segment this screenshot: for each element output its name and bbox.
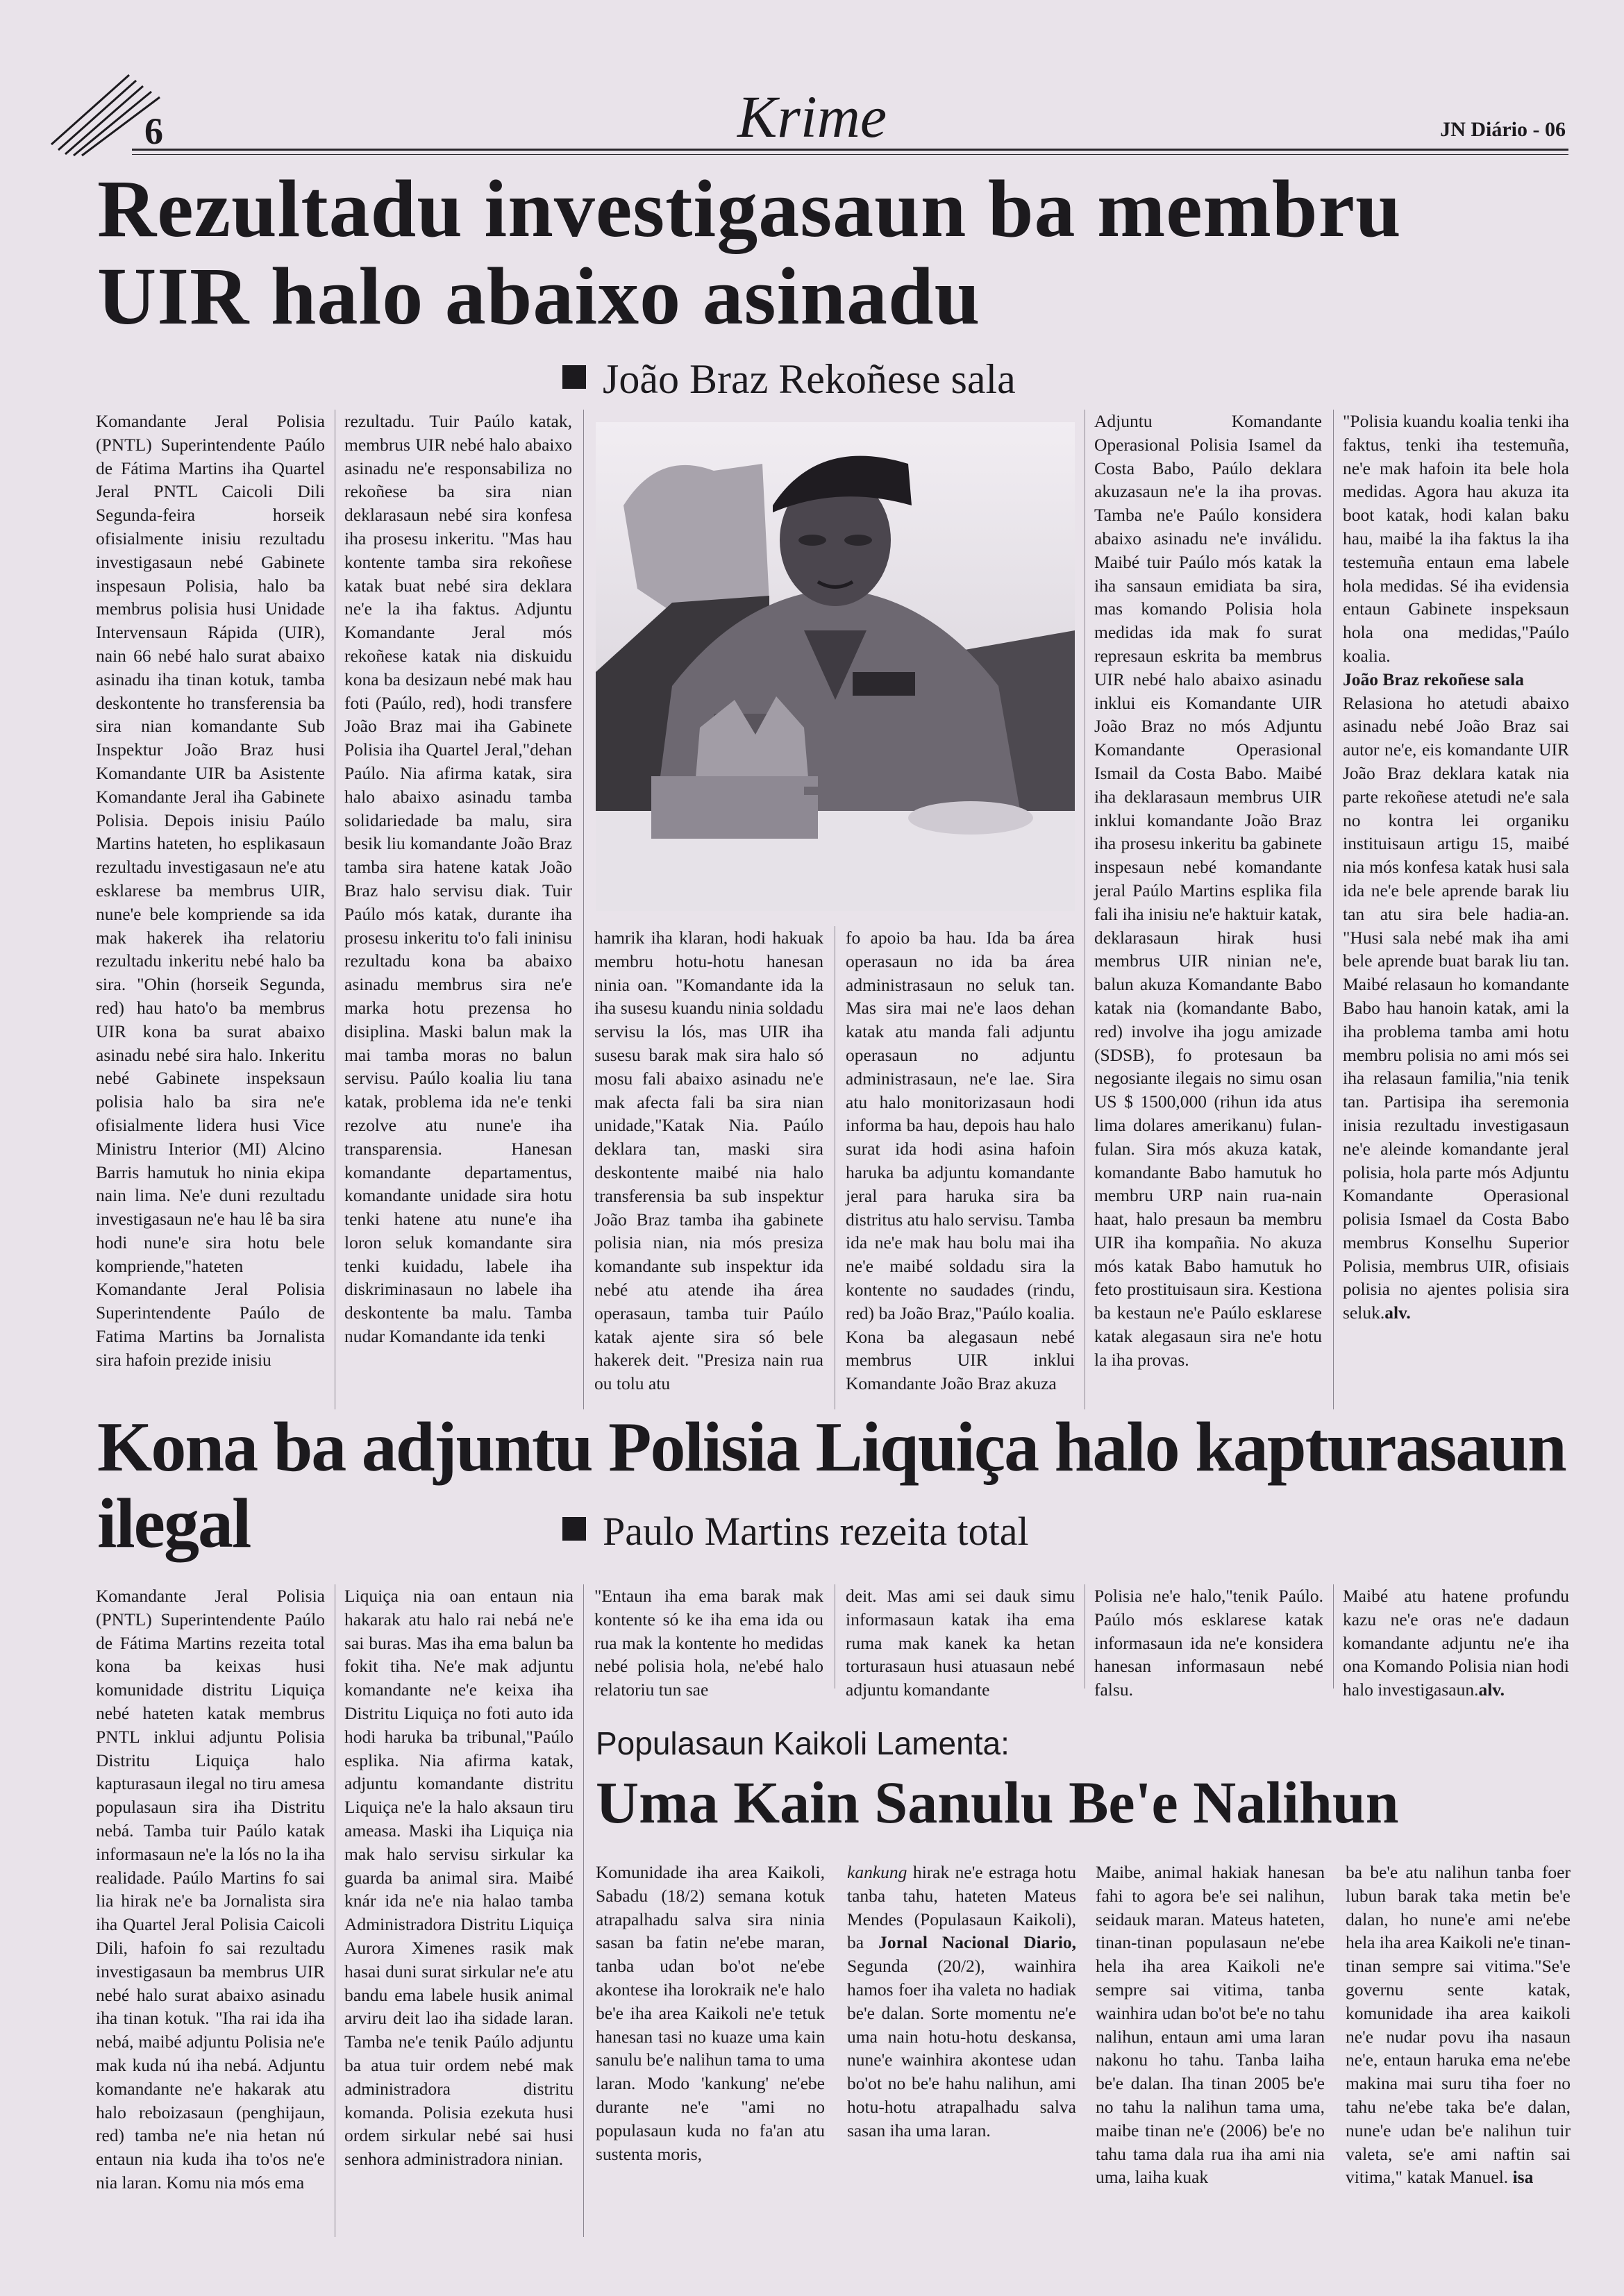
header-rule-thin bbox=[132, 154, 1568, 155]
article1-column-1: Komandante Jeral Polisia (PNTL) Superintendente Paúlo de Fátima Martins iha Quartel Jeral PNTL Caicoli Dili Segunda-feira horseik ofisialmente inisiu rezultadu investigasaun nebé Gabinete inspesaun Polisia, halo ba membrus polisia husi Unidade Intervensaun Rápida (UIR), nain 66 nebé halo surat abaixo asinadu iha tinan kotuk, tamba deskontente ho transferensia ba sira nian komandante Sub Inspektur João Braz husi Komandante UIR ba Asistente Komandante Jeral iha Gabinete Polisia. Depois inisiu Paúlo Martins hateten, ho esplikasaun rezultadu investigasaun ne'e atu esklarese ba membrus UIR, nune'e bele kompriende sa ida mak hakerek iha relatoriu rezultadu inkeritu nebé halo ba sira. "Ohin (horseik Segunda, red) hau hato'o ba membrus UIR kona ba surat abaixo asinadu nebé sira halo. Inkeritu nebé Gabinete inspeksaun polisia halo ba sira ne'e ofisialmente lidera husi Vice Ministru Interior (MI) Alcino Barris hamutuk ho ninia ekipa nain lima. Ne'e duni rezultadu investigasaun ne'e hau lê ba sira hodi nune'e sira hotu bele kompriende,"hateten Komandante Jeral Polisia Superintendente Paúlo de Fatima Martins ba Jornalista sira hafoin prezide inisiu bbox=[96, 411, 325, 1370]
column-rule bbox=[1333, 1584, 1334, 1689]
article2-column-2: Liquiça nia oan entaun nia hakarak atu halo rai nebá ne'e sai buras. Mas iha ema balun ba fokit tiha. Ne'e mak adjuntu komandante ne'e keixa iha Distritu Liquiça no foti auto ida hodi haruka ba tribunal,"Paúlo esplika. Nia afirma katak, adjuntu komandante distritu Liquiça ne'e la halo aksaun tiru ameasa. Maski iha Liquiça nia mak halo servisu sirkular ka guarda ba animal sira. Maibé knár ida ne'e nia halao tamba Administradora Distritu Liquiça Aurora Ximenes rasik mak hasai duni surat sirkular ne'e atu bandu ema labele husik animal arviru deit lao iha sidade laran. Tamba ne'e tenik Paúlo adjuntu ba atua tuir ordem nebé mak administradora distritu komanda. Polisia ezekuta husi ordem sirkular nebé sai husi senhora administradora ninian. bbox=[344, 1586, 574, 2170]
article1-column-3: hamrik iha klaran, hodi hakuak membru hotu-hotu hanesan ninia oan. "Komandante ida la iha susesu kuandu ninia soldadu servisu la lós, mas UIR iha susesu barak mak sira halo só mosu fali abaixo asinadu ne'e mak afecta fali ba sira nian unidade,"Katak Nia. Paúlo deklara tan, maski sira deskontente maibé nia halo transferensia ba sub inspektur João Braz tamba iha gabinete polisia nian, nia mós presiza komandante sub inspektur ida nebé atu atende iha área operasaun, tamba tuir Paúlo katak ajente sira só bele hakerek deit. "Presiza nain rua ou tolu atu bbox=[594, 928, 823, 1394]
article2-headline: Kona ba adjuntu Polisia Liquiça halo kapturasaun ilegal bbox=[97, 1408, 1566, 1563]
article3-subtitle: Populasaun Kaikoli Lamenta: bbox=[596, 1725, 1010, 1761]
article1-kicker: João Braz Rekoñese sala bbox=[562, 355, 1016, 403]
header-rule bbox=[132, 149, 1568, 151]
article1-subhead: João Braz rekoñese sala bbox=[1343, 669, 1524, 689]
author-signature: alv. bbox=[1384, 1302, 1411, 1323]
article1-column-6: "Polisia kuandu koalia tenki iha faktus, tenki iha testemuña, ne'e mak hafoin ita bele hola medidas. Agora hau akuza ita boot katak, hodi kalan baku hau, maibé la iha faktus la iha testemuña entaun ema labele hola medidas. Sé iha evidensia entaun Gabinete inspeksaun hola ona medidas,"Paúlo koalia. João Braz rekoñese sala Relasiona ho atetudi abaixo asinadu nebé João Braz sai autor ne'e, eis komandante UIR João Braz deklara katak nia parte rekoñese atetudi ne'e sala no kontra lei organiku instituisaun artigu 15, maibé nia mós konfesa katak husi sala ida ne'e bele aprende barak liu tan atu sira bele hadia-an. "Husi sala nebé mak iha ami bele aprende buat barak liu tan. Maibé relasaun ho komandante Babo hau hanoin katak, ami la iha problema tamba ami hotu membru polisia no ami mós sei iha relasaun familia,"nia tenik tan. Partisipa iha seremonia inisia rezultadu investigasaun ne'e aleinde komandante jeral polisia, hola parte mós Adjuntu Komandante Operasional polisia Ismael da Costa Babo membrus Konselhu Superior Polisia, membrus UIR, ofisiais polisia no ajentes polisia sira seluk.alv. bbox=[1343, 411, 1569, 1323]
column-rule bbox=[583, 1584, 584, 2237]
article2-kicker: Paulo Martins rezeita total bbox=[562, 1508, 1029, 1555]
article2-column-4: deit. Mas ami sei dauk simu informasaun katak iha ema ruma mak kanek ka hetan torturasaun husi atuasaun nebé adjuntu komandante bbox=[846, 1586, 1075, 1700]
article3-column-1: Komunidade iha area Kaikoli, Sabadu (18/2) semana kotuk atrapalhadu salva sira ninia sasan ba fatin ne'ebe maran, tanba udan bo'ot ne'ebe akontese iha lorokraik ne'e halo be'e iha area Kaikoli ne'e tetuk hanesan tasi no kuaze uma kain sanulu be'e nalihun tama to uma laran. Modo 'kankung' ne'ebe durante ne'e "ami no populasaun kuda no fa'an atu sustenta moris, bbox=[596, 1862, 825, 2164]
article3-column-3: Maibe, animal hakiak hanesan fahi to agora be'e sei nalihun, seidauk maran. Mateus hateten, tinan-tinan populasaun ne'ebe hela iha area Kaikoli ne'e sempre sai vitima, tanba wainhira udan bo'ot be'e no tahu nalihun, entaun ami uma laran nakonu ho tahu. Tanba laiha be'e dalan. Iha tinan 2005 be'e no tahu la nalihun tama uma, maibe tinan ne'e (2006) be'e no tahu tama dala rua iha ami nia uma, laiha kuak bbox=[1096, 1862, 1325, 2188]
square-bullet-icon bbox=[562, 365, 586, 389]
police-commander-photo bbox=[596, 422, 1075, 911]
author-signature: alv. bbox=[1478, 1679, 1505, 1700]
article1-column-5: Adjuntu Komandante Operasional Polisia Isamel da Costa Babo, Paúlo deklara akuzasaun ne'e la iha provas. Tamba ne'e Paúlo konsidera abaixo asinadu ne'e inválidu. Maibé tuir Paúlo mós katak la iha sansaun emidiata ba sira, mas komando Polisia hola medidas ida mak fo surat represaun eskrita ba membrus UIR nebé halo abaixo asinadu inklui eis Komandante UIR João Braz no mós Adjuntu Komandante Operasional Ismail da Costa Babo. Maibé iha deklarasaun membrus UIR inklui komandante João Braz iha prosesu inkeritu ba gabinete inspesaun nebé komandante jeral Paúlo Martins esplika fila fali iha inisiu ne'e haktuir katak, deklarasaun hirak husi membrus UIR ninian ne'e, balun akuza Komandante Babo katak nia (komandante Babo, red) involve iha jogu amizade (SDSB), fo protesaun ba negosiante ilegais no simu osan US $ 1500,000 (rihun ida atus lima dolares amerikanu) fulan-fulan. Sira mós akuza katak, komandante Babo hamutuk ho membru URP nain rua-nain haat, halo presaun ba membru UIR iha kompañia. No akuza mós katak Babo hamutuk ho feto prostituisaun sira. Kestiona ba kestaun ne'e Paúlo esklarese katak alegasaun sira ne'e hotu la iha provas. bbox=[1094, 411, 1322, 1370]
article2-column-6: Maibé atu hatene profundu kazu ne'e oras ne'e dadaun komandante adjuntu ne'e iha ona Komando Polisia nian hodi halo investigasaun.alv. bbox=[1343, 1586, 1569, 1700]
article2-column-3: "Entaun iha ema barak mak kontente só ke iha ema ida ou rua mak la kontente ho medidas nebé polisia hola, ne'ebé halo relatoriu tun sae bbox=[594, 1586, 823, 1700]
column-rule bbox=[1333, 410, 1334, 1409]
article3-column-4: ba be'e atu nalihun tanba foer lubun barak taka metin be'e dalan, ho nune'e ami ne'ebe hela iha area Kaikoli ne'e tinan-tinan sempre sai vitima."Se'e governu sente katak, komunidade iha area kaikoli ne'e nudar povu iha nasaun ne'e, entaun haruka ema ne'ebe makina mai suru tiha foer no tahu ne'ebe taka be'e dalan, nune'e udan be'e nalihun tuir valeta, se'e ami naftin sai vitima," katak Manuel. isa bbox=[1346, 1862, 1571, 2188]
square-bullet-icon bbox=[562, 1517, 586, 1541]
article1-column-4: fo apoio ba hau. Ida ba área operasaun no ida ba área administrasaun no seluk tan. Mas sira mai ne'e laos dehan katak atu manda fali adjuntu operasaun no adjuntu administrasaun, ne'e lae. Sira atu halo monitorizasaun hodi informa ba hau, depois hau halo surat ida hodi asina hafoin haruka ba adjuntu komandante jeral para haruka sira ba distritus atu halo servisu. Tamba ida ne'e mak hau bolu mai iha ne'e maibé soldadu sira la kontente no saudades (rindu, red) ba João Braz,"Paúlo koalia. Kona ba alegasaun nebé membrus UIR inklui Komandante João Braz akuza bbox=[846, 928, 1075, 1394]
article2-column-5: Polisia ne'e halo,"tenik Paúlo. Paúlo mós esklarese katak informasaun ida ne'e konsidera hanesan informasaun nebé falsu. bbox=[1094, 1586, 1323, 1700]
article1-headline: Rezultadu investigasaun ba membru UIR halo abaixo asinadu bbox=[97, 163, 1402, 342]
page-number: 6 bbox=[144, 110, 163, 152]
article2-column-1: Komandante Jeral Polisia (PNTL) Superintendente Paúlo de Fátima Martins rezeita total kona ba keixas husi komunidade distritu Liquiça nebé hateten katak membrus PNTL inklui adjuntu Polisia Distritu Liquiça halo kapturasaun ilegal no tiru amesa populasaun sira iha Distritu nebá. Tamba tuir Paúlo katak informasaun ne'e la lós no la iha realidade. Paúlo Martins fo sai lia hirak ne'e ba Jornalista sira iha Quartel Jeral Polisia Caicoli Dili, hafoin fo sai rezultadu investigasaun ba membrus UIR nebé halo surat abaixo asinadu iha tinan kotuk. "Iha rai ida iha nebá, maibé adjuntu Polisia ne'e mak kuda nú iha nebá. Adjuntu komandante ne'e hakarak atu halo reboizasaun (penghijaun, red) tamba ne'e nia hetan nú entaun nia kuda iha to'os ne'e nia laran. Komu nia mós ema bbox=[96, 1586, 325, 2193]
article3-headline: Uma Kain Sanulu Be'e Nalihun bbox=[596, 1769, 1399, 1836]
author-signature: isa bbox=[1512, 2167, 1534, 2188]
section-title: Krime bbox=[737, 83, 887, 150]
column-rule bbox=[583, 410, 584, 1409]
article3-column-2: kankung hirak ne'e estraga hotu tanba tahu, hateten Mateus Mendes (Populasaun Kaikoli), ba Jornal Nacional Diario, Segunda (20/2), wainhira hamos foer iha valeta no hadiak be'e dalan. Sorte momentu ne'e uma nain hotu-hotu deskansa, nune'e wainhira akontese udan bo'ot no be'e hahu nalihun, ami hotu-hotu atrapalhadu salva sasan iha uma laran. bbox=[847, 1862, 1076, 2140]
article1-column-2: rezultadu. Tuir Paúlo katak, membrus UIR nebé halo abaixo asinadu ne'e responsabiliza no rekoñese ba sira nian deklarasaun nebé sira konfesa iha prosesu inkeritu. "Mas hau kontente tamba sira rekoñese katak buat nebé sira deklara ne'e la iha faktus. Adjuntu Komandante Jeral mós rekoñese katak nia diskuidu kona ba desizaun nebé mak hau foti (Paúlo, red), hodi transfere João Braz mai iha Gabinete Polisia iha Quartel Jeral,"dehan Paúlo. Nia afirma katak, sira halo abaixo asinadu tamba solidariedade ba malu, sira besik liu komandante João Braz tamba sira hatene katak João Braz halo servisu diak. Tuir Paúlo mós katak, durante iha prosesu inkeritu to'o fali ininisu rezultadu kona ba abaixo asinadu membrus sira ne'e marka hotu prezensa ho disiplina. Maski balun mak la mai tamba moras no balun servisu. Paúlo koalia liu tana katak, problema ida ne'e tenki rezolve atu nune'e iha transparensia. Hanesan komandante departamentus, komandante unidade sira hotu tenki hatene atu nune'e iha loron seluk komandante sira tenki kuidadu, labele iha diskriminasaun no labele iha deskontente ba malu. Tamba nudar Komandante ida tenki bbox=[344, 411, 572, 1347]
publication-name: JN Diário - 06 bbox=[1440, 118, 1566, 141]
